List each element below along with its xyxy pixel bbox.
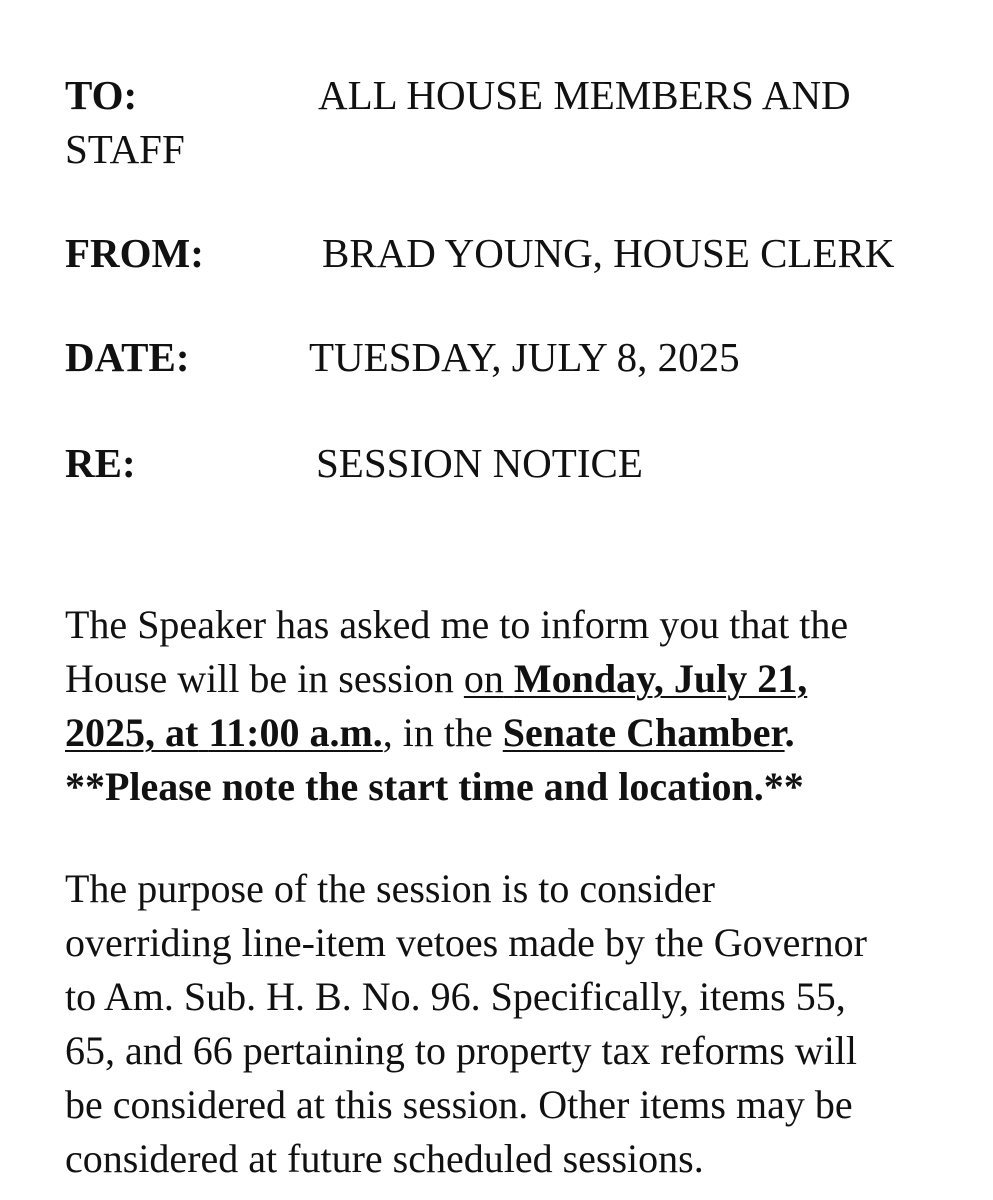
session-year: 2025, at <box>65 710 199 755</box>
in-the-text: in the <box>392 710 503 755</box>
to-label: TO: <box>65 72 138 118</box>
re-label: RE: <box>65 440 136 486</box>
date-value: TUESDAY, JULY 8, 2025 <box>309 334 740 380</box>
re-value: SESSION NOTICE <box>316 440 643 486</box>
paragraph1-line2-text: House will be in session <box>65 656 464 701</box>
comma: , <box>382 710 393 755</box>
paragraph2-line: considered at future scheduled sessions. <box>65 1136 704 1181</box>
from-value: BRAD YOUNG, HOUSE CLERK <box>322 230 895 276</box>
paragraph1-line1: The Speaker has asked me to inform you that the <box>65 602 849 647</box>
session-time: 11:00 a.m. <box>208 710 383 755</box>
note-start-time-location: **Please note the start time and location.** <box>65 764 804 809</box>
to-value-line2: STAFF <box>65 126 185 172</box>
to-value-line1: ALL HOUSE MEMBERS AND <box>318 72 851 118</box>
paragraph2-line: The purpose of the session is to consider <box>65 866 715 911</box>
paragraph2-line: 65, and 66 pertaining to property tax reforms will <box>65 1028 858 1073</box>
underlined-space <box>504 656 514 701</box>
paragraph1-line3 <box>65 706 945 760</box>
date-label: DATE: <box>65 334 190 380</box>
underlined-space-2 <box>198 710 208 755</box>
period: . <box>784 710 795 755</box>
paragraph2-line: to Am. Sub. H. B. No. 96. Specifically, items 55, <box>65 974 846 1019</box>
session-date: Monday, July 21, <box>513 656 808 701</box>
on-underlined: on <box>463 656 504 701</box>
paragraph1-line2 <box>65 652 945 706</box>
from-label: FROM: <box>65 230 204 276</box>
paragraph2-line: be considered at this session. Other items may be <box>65 1082 853 1127</box>
paragraph2-line: overriding line-item vetoes made by the Governor <box>65 920 867 965</box>
session-location: Senate Chamber <box>502 710 785 755</box>
